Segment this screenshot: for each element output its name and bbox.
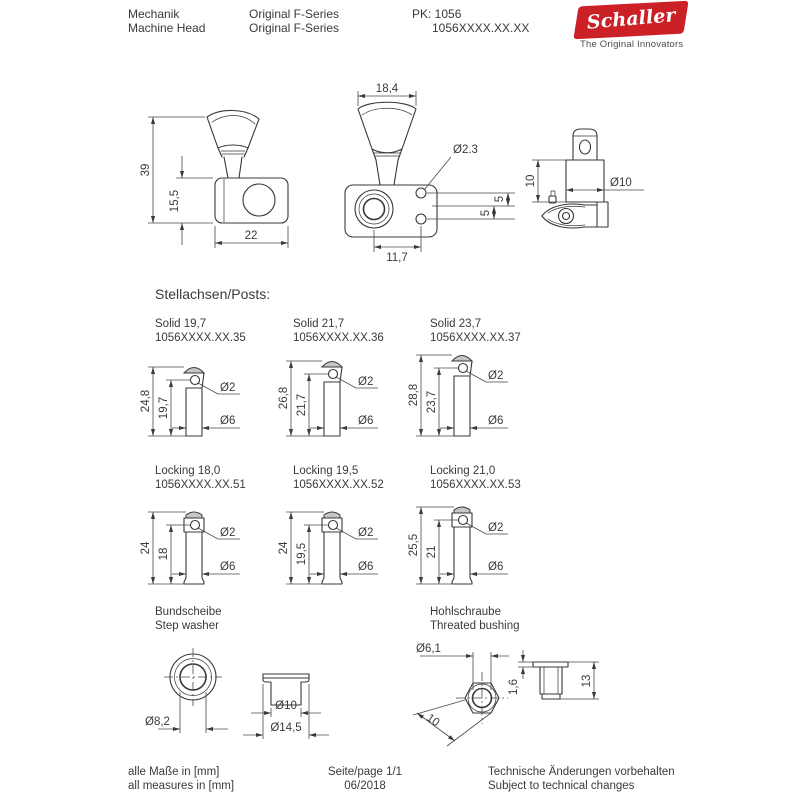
dim-bushing-hole-dia: Ø6,1 [416, 643, 441, 655]
dim-lock2-hole-height: 19,5 [296, 542, 308, 566]
solid-post-1-part: 1056XXXX.XX.35 [155, 331, 246, 344]
solid-post-1-drawing [140, 367, 240, 436]
series-line1: Original F-Series [249, 7, 340, 21]
dim-top-housing-height: 10 [525, 174, 537, 188]
washer-name-en: Step washer [155, 619, 219, 632]
footer-date: 06/2018 [344, 779, 386, 792]
solid-post-1-name: Solid 19,7 [155, 318, 207, 330]
locking-post-1-part: 1056XXXX.XX.51 [155, 478, 246, 491]
locking-post-2-drawing [278, 512, 378, 584]
dim-solid2-hole-height: 21,7 [296, 393, 308, 417]
dim-solid3-hole-height: 23,7 [426, 390, 438, 414]
dim-solid2-length: 26,8 [278, 386, 290, 410]
dim-lock2-length: 24 [278, 541, 290, 555]
solid-post-3-part: 1056XXXX.XX.37 [430, 331, 521, 344]
dim-lock2-hole-dia: Ø2 [358, 527, 374, 539]
dim-solid1-hole-height: 19,7 [158, 396, 170, 420]
locking-post-3-part: 1056XXXX.XX.53 [430, 478, 521, 491]
footer-notice-de: Technische Änderungen vorbehalten [488, 766, 675, 778]
footer-notice-en: Subject to technical changes [488, 779, 635, 792]
dim-washer-flange-dia: Ø14,5 [270, 722, 302, 734]
front-view-drawing [345, 83, 515, 264]
footer-units-de: alle Maße in [mm] [128, 766, 220, 778]
locking-post-1-drawing [140, 512, 240, 584]
dim-lock1-shaft-dia: Ø6 [220, 561, 236, 573]
dim-lock1-hole-dia: Ø2 [220, 527, 236, 539]
dim-solid2-hole-dia: Ø2 [358, 376, 374, 388]
dim-front-screw-hole: Ø2.3 [453, 144, 478, 156]
brand-tagline: The Original Innovators [580, 39, 684, 50]
solid-post-2-name: Solid 21,7 [293, 318, 345, 330]
dim-washer-step-dia: Ø10 [275, 700, 297, 712]
dim-bushing-flange-height: 1,6 [508, 679, 520, 695]
solid-post-2-drawing [278, 361, 378, 436]
top-view-drawing [525, 129, 644, 228]
dim-lock3-hole-dia: Ø2 [488, 522, 504, 534]
dim-front-hole-offset: 11,7 [386, 252, 408, 264]
locking-post-3-name: Locking 21,0 [430, 465, 496, 477]
bushing-name-de: Hohlschraube [430, 606, 501, 618]
dim-solid3-length: 28,8 [408, 383, 420, 407]
dim-top-housing-dia: Ø10 [610, 177, 632, 189]
solid-post-3-name: Solid 23,7 [430, 318, 482, 330]
dim-solid1-hole-dia: Ø2 [220, 382, 236, 394]
dim-solid2-shaft-dia: Ø6 [358, 415, 374, 427]
brand-name: Schaller [585, 4, 677, 34]
dim-lock3-hole-height: 21 [426, 545, 438, 559]
dim-washer-hole-dia: Ø8,2 [145, 716, 170, 728]
bushing-name-en: Threated bushing [430, 619, 520, 632]
dim-bushing-total-height: 13 [581, 674, 593, 688]
dim-bushing-hex-width: 10 [424, 711, 442, 730]
dim-lock3-length: 25,5 [408, 533, 420, 557]
solid-post-3-drawing [408, 355, 508, 436]
pk-number: PK: 1056 [412, 7, 462, 21]
footer-page-number: Seite/page 1/1 [327, 766, 403, 778]
series-line2: Original F-Series [249, 20, 340, 35]
washer-name-de: Bundscheibe [155, 606, 222, 618]
solid-post-2-part: 1056XXXX.XX.36 [293, 331, 384, 344]
locking-post-2-name: Locking 19,5 [293, 465, 359, 477]
product-name-de: Mechanik [128, 7, 180, 21]
dim-lock1-length: 24 [140, 541, 152, 555]
posts-section-title: Stellachsen/Posts: [155, 286, 271, 302]
dim-solid3-hole-dia: Ø2 [488, 370, 504, 382]
dim-lock1-hole-height: 18 [158, 547, 170, 561]
dim-solid3-shaft-dia: Ø6 [488, 415, 504, 427]
dim-lock2-shaft-dia: Ø6 [358, 561, 374, 573]
locking-post-3-drawing [408, 507, 508, 584]
dim-side-total-height: 39 [140, 163, 152, 177]
bushing-drawing [413, 643, 599, 746]
dim-front-pitch-top: 5 [494, 195, 506, 203]
dim-side-body-height: 15,5 [169, 189, 181, 213]
dim-solid1-shaft-dia: Ø6 [220, 415, 236, 427]
dim-solid1-length: 24,8 [140, 389, 152, 413]
side-view-drawing [140, 110, 288, 248]
dim-front-pitch-bottom: 5 [480, 209, 492, 217]
part-number: 1056XXXX.XX.XX [432, 20, 530, 35]
dim-lock3-shaft-dia: Ø6 [488, 561, 504, 573]
dim-side-body-width: 22 [244, 230, 258, 242]
footer-units-en: all measures in [mm] [128, 779, 235, 792]
product-name-en: Machine Head [128, 20, 206, 35]
locking-post-2-part: 1056XXXX.XX.52 [293, 478, 384, 491]
locking-post-1-name: Locking 18,0 [155, 465, 221, 477]
washer-drawing [145, 648, 329, 739]
dim-front-button-width: 18,4 [375, 83, 399, 95]
